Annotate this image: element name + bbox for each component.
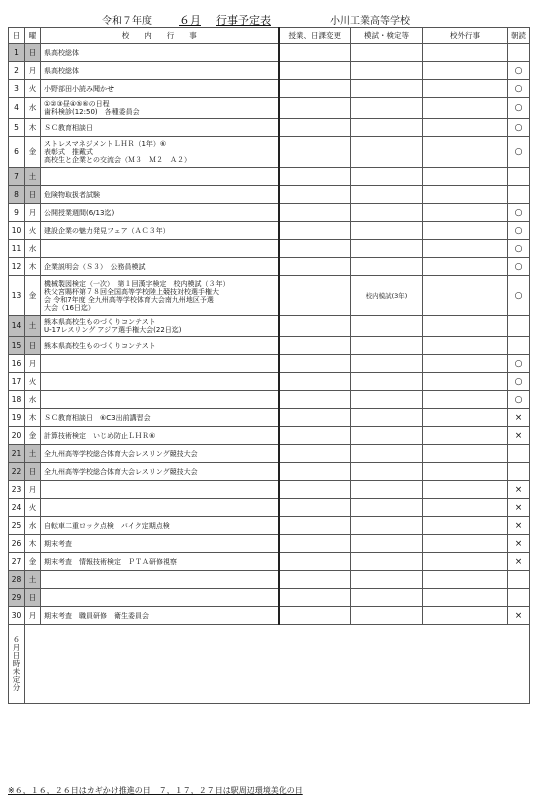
- external-events-cell: [423, 137, 508, 168]
- weekday: 木: [25, 119, 41, 137]
- event-line: 秩父宮賜杯第７８回全国高等学校陸上競技対校選手権大: [44, 287, 219, 296]
- exams-cell: [351, 499, 423, 517]
- exams-cell: [351, 119, 423, 137]
- school-events-cell: [41, 571, 279, 589]
- school-events-cell: [41, 337, 279, 355]
- day-number: 15: [9, 337, 25, 355]
- school-events-cell: [41, 119, 279, 137]
- day-number: 23: [9, 481, 25, 499]
- exams-cell: [351, 355, 423, 373]
- day-number: 17: [9, 373, 25, 391]
- day-number: 21: [9, 445, 25, 463]
- weekday: 火: [25, 222, 41, 240]
- weekday: 月: [25, 607, 41, 625]
- weekday: 月: [25, 355, 41, 373]
- day-row: [9, 80, 530, 98]
- day-row: [9, 168, 530, 186]
- event-line: ＳＣ教育相談日: [44, 123, 93, 132]
- event-line: 期末考査: [44, 539, 72, 548]
- header-row: [9, 28, 530, 44]
- morning-reading-mark: ○: [508, 373, 530, 391]
- morning-reading-mark: [508, 589, 530, 607]
- weekday: 土: [25, 445, 41, 463]
- class-change-cell: [279, 316, 351, 337]
- footnote: ※６，１６，２６日はカギかけ推進の日 ７，１７，２７日は駅周辺環境美化の日: [8, 786, 303, 795]
- weekday: 土: [25, 168, 41, 186]
- day-row: [9, 535, 530, 553]
- morning-reading-mark: [508, 463, 530, 481]
- day-row: [9, 98, 530, 119]
- day-row: [9, 137, 530, 168]
- morning-reading-mark: ○: [508, 80, 530, 98]
- external-events-cell: [423, 186, 508, 204]
- external-events-cell: [423, 481, 508, 499]
- event-line: 大会（16日迄）: [44, 303, 95, 312]
- weekday: 月: [25, 62, 41, 80]
- school-events-cell: [41, 98, 279, 119]
- day-number: 3: [9, 80, 25, 98]
- morning-reading-mark: [508, 337, 530, 355]
- col-weekday: 曜: [25, 28, 41, 44]
- event-line: 期末考査 職員研修 衛生委員会: [44, 611, 149, 620]
- class-change-cell: [279, 553, 351, 571]
- weekday: 日: [25, 186, 41, 204]
- morning-reading-mark: ×: [508, 607, 530, 625]
- event-line: 熊本県高校生ものづくりコンテスト: [44, 318, 156, 326]
- school-events-cell: [41, 204, 279, 222]
- day-row: [9, 589, 530, 607]
- exams-cell: [351, 44, 423, 62]
- class-change-cell: [279, 186, 351, 204]
- day-number: 11: [9, 240, 25, 258]
- morning-reading-mark: [508, 44, 530, 62]
- col-school-events: 校 内 行 事: [41, 28, 279, 44]
- day-row: [9, 204, 530, 222]
- document-title: [0, 12, 539, 26]
- class-change-cell: [279, 409, 351, 427]
- exams-cell: [351, 62, 423, 80]
- undecided-area: [25, 625, 530, 704]
- col-exams: 模試・検定等: [351, 28, 423, 44]
- external-events-cell: [423, 240, 508, 258]
- event-line: 企業説明会（Ｓ３） 公務員模試: [44, 262, 146, 271]
- weekday: 火: [25, 499, 41, 517]
- weekday: 金: [25, 427, 41, 445]
- school-events-cell: [41, 258, 279, 276]
- weekday: 土: [25, 316, 41, 337]
- exams-cell: [351, 258, 423, 276]
- morning-reading-mark: ○: [508, 222, 530, 240]
- exams-cell: [351, 373, 423, 391]
- class-change-cell: [279, 517, 351, 535]
- exams-cell: [351, 98, 423, 119]
- day-row: [9, 553, 530, 571]
- external-events-cell: [423, 463, 508, 481]
- event-line: ＳＣ教育相談日 ⑥C3出前講習会: [44, 413, 151, 422]
- morning-reading-mark: ×: [508, 517, 530, 535]
- day-number: 19: [9, 409, 25, 427]
- external-events-cell: [423, 316, 508, 337]
- exams-cell: [351, 168, 423, 186]
- schedule-table: [8, 27, 530, 704]
- weekday: 金: [25, 276, 41, 316]
- school-events-cell: [41, 355, 279, 373]
- class-change-cell: [279, 391, 351, 409]
- day-row: [9, 481, 530, 499]
- day-number: 10: [9, 222, 25, 240]
- weekday: 月: [25, 204, 41, 222]
- exams-cell: [351, 571, 423, 589]
- school-events-cell: [41, 535, 279, 553]
- weekday: 水: [25, 98, 41, 119]
- event-line: 県高校総体: [44, 48, 79, 57]
- morning-reading-mark: ×: [508, 481, 530, 499]
- school-events-cell: [41, 445, 279, 463]
- class-change-cell: [279, 222, 351, 240]
- day-row: [9, 373, 530, 391]
- day-row: [9, 186, 530, 204]
- day-row: [9, 427, 530, 445]
- undecided-label: ６ 月 日 時 未 定 分: [9, 625, 25, 704]
- day-number: 14: [9, 316, 25, 337]
- day-row: [9, 517, 530, 535]
- day-row: [9, 276, 530, 316]
- day-number: 25: [9, 517, 25, 535]
- school-events-cell: [41, 222, 279, 240]
- exams-cell: [351, 222, 423, 240]
- school-events-cell: [41, 481, 279, 499]
- school-events-cell: [41, 391, 279, 409]
- day-row: [9, 607, 530, 625]
- weekday: 日: [25, 44, 41, 62]
- external-events-cell: [423, 337, 508, 355]
- morning-reading-mark: ○: [508, 137, 530, 168]
- day-number: 13: [9, 276, 25, 316]
- school-events-cell: [41, 316, 279, 337]
- school-events-cell: [41, 607, 279, 625]
- external-events-cell: [423, 391, 508, 409]
- exams-cell: 校内模試(3年): [351, 276, 423, 316]
- event-line: 計算技術検定 いじめ防止ＬＨＲ⑥: [44, 431, 156, 440]
- external-events-cell: [423, 409, 508, 427]
- weekday: 日: [25, 463, 41, 481]
- day-row: [9, 337, 530, 355]
- day-number: 29: [9, 589, 25, 607]
- day-row: [9, 62, 530, 80]
- class-change-cell: [279, 589, 351, 607]
- external-events-cell: [423, 535, 508, 553]
- class-change-cell: [279, 373, 351, 391]
- morning-reading-mark: ×: [508, 427, 530, 445]
- school-events-cell: [41, 409, 279, 427]
- day-row: [9, 44, 530, 62]
- exams-cell: [351, 517, 423, 535]
- weekday: 金: [25, 553, 41, 571]
- morning-reading-mark: ○: [508, 62, 530, 80]
- school-events-cell: [41, 62, 279, 80]
- weekday: 木: [25, 535, 41, 553]
- class-change-cell: [279, 463, 351, 481]
- exams-cell: [351, 137, 423, 168]
- class-change-cell: [279, 571, 351, 589]
- fiscal-year: 令和７年度: [102, 16, 152, 27]
- morning-reading-mark: ○: [508, 355, 530, 373]
- class-change-cell: [279, 427, 351, 445]
- morning-reading-mark: ○: [508, 204, 530, 222]
- school-events-cell: [41, 589, 279, 607]
- exams-cell: [351, 316, 423, 337]
- school-events-cell: [41, 373, 279, 391]
- class-change-cell: [279, 258, 351, 276]
- event-line: 期末考査 情報技術検定 ＰＴＡ研修視察: [44, 557, 177, 566]
- day-row: [9, 240, 530, 258]
- event-line: 歯科検診(12:50) 各種委員会: [44, 108, 140, 116]
- event-line: 小野部田小読み聞かせ: [44, 84, 114, 93]
- morning-reading-mark: ○: [508, 258, 530, 276]
- day-number: 8: [9, 186, 25, 204]
- external-events-cell: [423, 258, 508, 276]
- day-row: [9, 445, 530, 463]
- day-row: [9, 499, 530, 517]
- event-line: 全九州高等学校総合体育大会レスリング競技大会: [44, 449, 198, 458]
- class-change-cell: [279, 499, 351, 517]
- external-events-cell: [423, 222, 508, 240]
- external-events-cell: [423, 276, 508, 316]
- class-change-cell: [279, 481, 351, 499]
- school-events-cell: [41, 553, 279, 571]
- exams-cell: [351, 427, 423, 445]
- morning-reading-mark: [508, 168, 530, 186]
- class-change-cell: [279, 276, 351, 316]
- event-line: ①②③昼④⑤⑥の日程: [44, 100, 110, 108]
- day-number: 6: [9, 137, 25, 168]
- day-row: [9, 409, 530, 427]
- weekday: 水: [25, 240, 41, 258]
- day-number: 18: [9, 391, 25, 409]
- day-row: [9, 571, 530, 589]
- weekday: 金: [25, 137, 41, 168]
- col-morning-reading: 朝読: [508, 28, 530, 44]
- day-number: 26: [9, 535, 25, 553]
- day-number: 24: [9, 499, 25, 517]
- morning-reading-mark: [508, 445, 530, 463]
- weekday: 火: [25, 373, 41, 391]
- exams-cell: [351, 240, 423, 258]
- col-class-change: 授業、日課変更: [279, 28, 351, 44]
- school-events-cell: [41, 137, 279, 168]
- event-line: U-17レスリング アジア選手権大会(22日迄): [44, 326, 182, 334]
- weekday: 木: [25, 258, 41, 276]
- event-line: ストレスマネジメントＬＨＲ（1年）⑥: [44, 140, 167, 148]
- external-events-cell: [423, 499, 508, 517]
- day-row: [9, 355, 530, 373]
- day-row: [9, 316, 530, 337]
- exams-cell: [351, 553, 423, 571]
- col-external-events: 校外行事: [423, 28, 508, 44]
- external-events-cell: [423, 589, 508, 607]
- exams-cell: [351, 391, 423, 409]
- school-events-cell: [41, 168, 279, 186]
- col-day: 日: [9, 28, 25, 44]
- day-number: 22: [9, 463, 25, 481]
- class-change-cell: [279, 535, 351, 553]
- undecided-row: [9, 625, 530, 704]
- day-number: 30: [9, 607, 25, 625]
- exams-cell: [351, 607, 423, 625]
- day-number: 27: [9, 553, 25, 571]
- event-line: 公開授業週間(6/13迄): [44, 208, 115, 217]
- class-change-cell: [279, 98, 351, 119]
- day-row: [9, 222, 530, 240]
- class-change-cell: [279, 44, 351, 62]
- day-number: 7: [9, 168, 25, 186]
- exams-cell: [351, 481, 423, 499]
- morning-reading-mark: ○: [508, 240, 530, 258]
- exams-cell: [351, 186, 423, 204]
- exams-cell: [351, 409, 423, 427]
- external-events-cell: [423, 80, 508, 98]
- weekday: 月: [25, 481, 41, 499]
- class-change-cell: [279, 445, 351, 463]
- class-change-cell: [279, 607, 351, 625]
- school-events-cell: [41, 499, 279, 517]
- school-events-cell: [41, 80, 279, 98]
- weekday: 水: [25, 517, 41, 535]
- morning-reading-mark: ×: [508, 499, 530, 517]
- school-events-cell: [41, 240, 279, 258]
- external-events-cell: [423, 98, 508, 119]
- event-line: 建設企業の魅力発見フェア（ＡＣ３年）: [44, 226, 170, 235]
- morning-reading-mark: ×: [508, 535, 530, 553]
- weekday: 火: [25, 80, 41, 98]
- class-change-cell: [279, 80, 351, 98]
- weekday: 日: [25, 337, 41, 355]
- external-events-cell: [423, 607, 508, 625]
- class-change-cell: [279, 137, 351, 168]
- day-number: 1: [9, 44, 25, 62]
- exams-cell: [351, 80, 423, 98]
- school-events-cell: [41, 44, 279, 62]
- exams-cell: [351, 204, 423, 222]
- class-change-cell: [279, 168, 351, 186]
- day-number: 9: [9, 204, 25, 222]
- morning-reading-mark: ×: [508, 409, 530, 427]
- morning-reading-mark: [508, 186, 530, 204]
- external-events-cell: [423, 44, 508, 62]
- external-events-cell: [423, 204, 508, 222]
- event-line: 県高校総体: [44, 66, 79, 75]
- morning-reading-mark: ○: [508, 119, 530, 137]
- event-line: 危険物取扱者試験: [44, 190, 100, 199]
- day-number: 12: [9, 258, 25, 276]
- month-label: ６月: [179, 14, 201, 27]
- day-number: 20: [9, 427, 25, 445]
- day-number: 2: [9, 62, 25, 80]
- school-name: 小川工業高等学校: [330, 16, 410, 27]
- external-events-cell: [423, 168, 508, 186]
- morning-reading-mark: [508, 571, 530, 589]
- event-line: 機械製図検定（一次） 第１回漢字検定 校内模試（３年）: [44, 279, 230, 288]
- day-row: [9, 391, 530, 409]
- exams-cell: [351, 463, 423, 481]
- external-events-cell: [423, 571, 508, 589]
- class-change-cell: [279, 355, 351, 373]
- external-events-cell: [423, 427, 508, 445]
- external-events-cell: [423, 445, 508, 463]
- event-line: 自転車二重ロック点検 バイク定期点検: [44, 521, 170, 530]
- exams-cell: [351, 589, 423, 607]
- day-row: [9, 463, 530, 481]
- external-events-cell: [423, 517, 508, 535]
- weekday: 土: [25, 571, 41, 589]
- day-number: 28: [9, 571, 25, 589]
- event-line: 会 令和7年度 全九州高等学校体育大会南九州地区予選: [44, 295, 214, 304]
- day-number: 16: [9, 355, 25, 373]
- external-events-cell: [423, 553, 508, 571]
- external-events-cell: [423, 355, 508, 373]
- morning-reading-mark: ○: [508, 391, 530, 409]
- school-events-cell: [41, 463, 279, 481]
- schedule-label: 行事予定表: [216, 14, 271, 27]
- weekday: 木: [25, 409, 41, 427]
- weekday: 水: [25, 391, 41, 409]
- class-change-cell: [279, 119, 351, 137]
- event-line: 全九州高等学校総合体育大会レスリング競技大会: [44, 467, 198, 476]
- class-change-cell: [279, 240, 351, 258]
- school-events-cell: [41, 276, 279, 316]
- morning-reading-mark: [508, 316, 530, 337]
- class-change-cell: [279, 337, 351, 355]
- class-change-cell: [279, 204, 351, 222]
- exams-cell: [351, 445, 423, 463]
- school-events-cell: [41, 517, 279, 535]
- event-line: 熊本県高校生ものづくりコンテスト: [44, 341, 156, 350]
- external-events-cell: [423, 373, 508, 391]
- school-events-cell: [41, 186, 279, 204]
- day-number: 5: [9, 119, 25, 137]
- event-line: 表彰式 推戴式: [44, 148, 93, 156]
- external-events-cell: [423, 62, 508, 80]
- morning-reading-mark: ○: [508, 276, 530, 316]
- day-row: [9, 258, 530, 276]
- external-events-cell: [423, 119, 508, 137]
- exams-cell: [351, 337, 423, 355]
- event-line: 高校生と企業との交流会（Ｍ３ Ｍ２ Ａ２）: [44, 156, 191, 164]
- class-change-cell: [279, 62, 351, 80]
- school-events-cell: [41, 427, 279, 445]
- day-row: [9, 119, 530, 137]
- exams-cell: [351, 535, 423, 553]
- morning-reading-mark: ×: [508, 553, 530, 571]
- day-number: 4: [9, 98, 25, 119]
- morning-reading-mark: ○: [508, 98, 530, 119]
- weekday: 日: [25, 589, 41, 607]
